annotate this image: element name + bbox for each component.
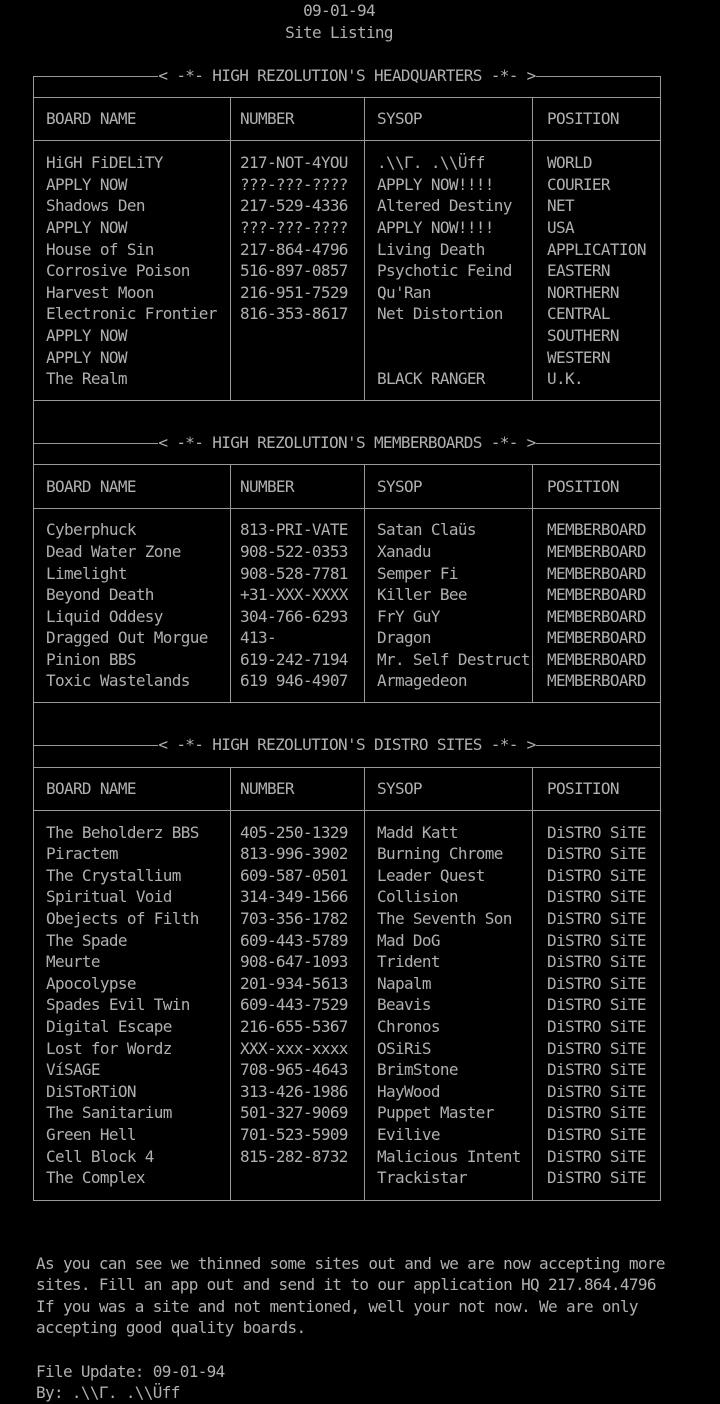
cell-number: 609-443-7529	[240, 995, 348, 1015]
cell-sysop	[377, 347, 532, 369]
cell-board-name: Liquid Oddesy	[46, 606, 163, 626]
cell-sysop: Napalm	[377, 973, 431, 993]
table-column-board-name	[34, 811, 231, 1200]
cell-sysop: Madd Katt	[377, 822, 458, 842]
column-header-number: NUMBER	[231, 98, 365, 140]
footer	[36, 1253, 720, 1404]
cell-board-name: Dragged Out Morgue	[46, 628, 208, 648]
cell-sysop: Leader Quest	[377, 865, 485, 885]
cell-number: 908-528-7781	[240, 563, 348, 583]
cell-position: MEMBERBOARD	[547, 649, 646, 669]
cell-board-name: Limelight	[46, 563, 127, 583]
cell-position: EASTERN	[547, 261, 610, 281]
cell-position: DiSTRO SiTE	[547, 1060, 646, 1080]
cell-number	[240, 325, 364, 347]
cell-board-name: APPLY NOW	[46, 325, 127, 345]
cell-position: DiSTRO SiTE	[547, 1103, 646, 1123]
cell-sysop: Semper Fi	[377, 563, 458, 583]
section-gap	[34, 703, 660, 755]
site-listing-box	[33, 65, 661, 1201]
cell-board-name: The Crystallium	[46, 865, 181, 885]
cell-sysop: BrimStone	[377, 1060, 458, 1080]
cell-position: MEMBERBOARD	[547, 520, 646, 540]
cell-position: CENTRAL	[547, 304, 610, 324]
cell-position: DiSTRO SiTE	[547, 822, 646, 842]
cell-number: 216-655-5367	[240, 1017, 348, 1037]
cell-board-name: Meurte	[46, 952, 100, 972]
footer-note-line: If you was a site and not mentioned, well your not now. We are only	[36, 1296, 638, 1316]
table-column-position	[533, 141, 660, 399]
section-gap	[34, 401, 660, 452]
cell-sysop: APPLY NOW!!!!	[377, 217, 494, 237]
cell-board-name: Electronic Frontier	[46, 304, 217, 324]
cell-sysop: Evilive	[377, 1124, 440, 1144]
cell-sysop: Killer Bee	[377, 585, 467, 605]
cell-number: 908-522-0353	[240, 541, 348, 561]
cell-sysop: APPLY NOW!!!!	[377, 174, 494, 194]
table-column-sysop	[365, 811, 533, 1200]
column-header-position: POSITION	[547, 476, 619, 496]
table-headquarters	[34, 141, 660, 400]
table-column-sysop	[365, 141, 533, 399]
cell-position: DiSTRO SiTE	[547, 1146, 646, 1166]
cell-number: 216-951-7529	[240, 282, 348, 302]
cell-number: +31-XXX-XXXX	[240, 585, 348, 605]
cell-sysop: Xanadu	[377, 541, 431, 561]
cell-position: DiSTRO SiTE	[547, 887, 646, 907]
cell-number: ???-???-????	[240, 217, 348, 237]
table-column-position	[533, 509, 660, 702]
cell-number: 708-965-4643	[240, 1060, 348, 1080]
table-header-row	[34, 768, 660, 811]
column-header-position: POSITION	[547, 778, 619, 798]
column-header-number: NUMBER	[231, 465, 365, 507]
cell-position: MEMBERBOARD	[547, 671, 646, 691]
column-header-sysop: SYSOP	[365, 768, 533, 810]
cell-number: 609-587-0501	[240, 865, 348, 885]
cell-board-name: DiSToRTiON	[46, 1081, 136, 1101]
cell-sysop: Mr. Self Destruct	[377, 649, 530, 669]
section-title-distro-sites: < -*- HIGH REZOLUTION'S DISTRO SITES -*- >	[158, 735, 536, 755]
table-header-row	[34, 98, 660, 141]
cell-number: 908-647-1093	[240, 952, 348, 972]
cell-position: APPLICATION	[547, 239, 646, 259]
cell-position: MEMBERBOARD	[547, 541, 646, 561]
cell-board-name: VíSAGE	[46, 1060, 100, 1080]
cell-board-name: APPLY NOW	[46, 174, 127, 194]
cell-sysop: BLACK RANGER	[377, 369, 485, 389]
cell-board-name: Cyberphuck	[46, 520, 136, 540]
table-column-board-name	[34, 509, 231, 702]
column-header-board-name: BOARD NAME	[34, 768, 231, 810]
table-column-board-name	[34, 141, 231, 399]
cell-board-name: Obejects of Filth	[46, 909, 199, 929]
cell-number: 619-242-7194	[240, 649, 348, 669]
cell-number	[240, 347, 364, 369]
cell-board-name: Dead Water Zone	[46, 541, 181, 561]
cell-position: DiSTRO SiTE	[547, 1081, 646, 1101]
file-update-label: File Update: 09-01-94	[36, 1361, 225, 1381]
cell-number: ???-???-????	[240, 174, 348, 194]
cell-board-name: Cell Block 4	[46, 1146, 154, 1166]
cell-sysop: Puppet Master	[377, 1103, 494, 1123]
cell-position: DiSTRO SiTE	[547, 1168, 646, 1188]
cell-sysop: Qu'Ran	[377, 282, 431, 302]
cell-sysop: HayWood	[377, 1081, 440, 1101]
cell-number: 217-529-4336	[240, 196, 348, 216]
cell-board-name: Spades Evil Twin	[46, 995, 190, 1015]
cell-number: 813-PRI-VATE	[240, 520, 348, 540]
cell-position: MEMBERBOARD	[547, 606, 646, 626]
cell-position: SOUTHERN	[547, 325, 619, 345]
cell-sysop: Armagedeon	[377, 671, 467, 691]
cell-position: WORLD	[547, 153, 592, 173]
cell-number: 304-766-6293	[240, 606, 348, 626]
cell-board-name: Toxic Wastelands	[46, 671, 190, 691]
cell-board-name: Piractem	[46, 844, 118, 864]
cell-board-name: Lost for Wordz	[46, 1038, 172, 1058]
cell-sysop: Dragon	[377, 628, 431, 648]
cell-board-name: HiGH FiDELiTY	[46, 153, 163, 173]
cell-number: 619 946-4907	[240, 671, 348, 691]
table-column-number	[231, 509, 365, 702]
cell-position: DiSTRO SiTE	[547, 995, 646, 1015]
cell-number: 314-349-1566	[240, 887, 348, 907]
cell-position: DiSTRO SiTE	[547, 865, 646, 885]
footer-note-line: accepting good quality boards.	[36, 1318, 306, 1338]
divider	[34, 746, 660, 768]
column-header-board-name: BOARD NAME	[34, 98, 231, 140]
cell-number: 201-934-5613	[240, 973, 348, 993]
cell-sysop: OSiRiS	[377, 1038, 431, 1058]
cell-number: 217-864-4796	[240, 239, 348, 259]
cell-position: NORTHERN	[547, 282, 619, 302]
cell-position: DiSTRO SiTE	[547, 973, 646, 993]
cell-number: 609-443-5789	[240, 930, 348, 950]
section-title-memberboards: < -*- HIGH REZOLUTION'S MEMBERBOARDS -*- >	[158, 432, 536, 452]
table-memberboards	[34, 509, 660, 703]
table-header-row	[34, 465, 660, 508]
footer-note	[36, 1253, 720, 1339]
cell-number: 816-353-8617	[240, 304, 348, 324]
cell-sysop: Burning Chrome	[377, 844, 503, 864]
column-header-position: POSITION	[547, 109, 619, 129]
cell-position: MEMBERBOARD	[547, 585, 646, 605]
cell-board-name: The Sanitarium	[46, 1103, 172, 1123]
cell-position: MEMBERBOARD	[547, 628, 646, 648]
author-label: By: .\\Γ. .\\Üff	[36, 1383, 180, 1403]
cell-position: DiSTRO SiTE	[547, 1017, 646, 1037]
cell-position: DiSTRO SiTE	[547, 952, 646, 972]
cell-position: COURIER	[547, 174, 610, 194]
cell-number: 405-250-1329	[240, 822, 348, 842]
table-column-sysop	[365, 509, 533, 702]
cell-sysop	[377, 325, 532, 347]
table-column-number	[231, 811, 365, 1200]
column-header-sysop: SYSOP	[365, 465, 533, 507]
cell-board-name: Apocolypse	[46, 973, 136, 993]
cell-number: 701-523-5909	[240, 1124, 348, 1144]
section-title-headquarters: < -*- HIGH REZOLUTION'S HEADQUARTERS -*- >	[158, 65, 536, 85]
cell-sysop: Psychotic Feind	[377, 261, 512, 281]
cell-position: DiSTRO SiTE	[547, 1038, 646, 1058]
spacer	[36, 1339, 720, 1361]
cell-position: NET	[547, 196, 574, 216]
cell-number: 516-897-0857	[240, 261, 348, 281]
cell-number	[240, 368, 364, 390]
cell-sysop: The Seventh Son	[377, 909, 512, 929]
cell-board-name: House of Sin	[46, 239, 154, 259]
cell-sysop: .\\Γ. .\\Üff	[377, 153, 485, 173]
cell-sysop: Net Distortion	[377, 304, 503, 324]
column-header-board-name: BOARD NAME	[34, 465, 231, 507]
cell-number	[240, 1167, 364, 1189]
cell-sysop: Trident	[377, 952, 440, 972]
cell-sysop: FrY GuY	[377, 606, 440, 626]
cell-position: DiSTRO SiTE	[547, 844, 646, 864]
cell-position: DiSTRO SiTE	[547, 1124, 646, 1144]
table-distro-sites	[34, 811, 660, 1200]
divider	[34, 77, 660, 99]
cell-board-name: The Realm	[46, 369, 127, 389]
cell-position: U.K.	[547, 369, 583, 389]
cell-board-name: Shadows Den	[46, 196, 145, 216]
cell-position: USA	[547, 217, 574, 237]
table-column-position	[533, 811, 660, 1200]
cell-sysop: Trackistar	[377, 1168, 467, 1188]
cell-sysop: Living Death	[377, 239, 485, 259]
footer-note-line: sites. Fill an app out and send it to our application HQ 217.864.4796	[36, 1275, 656, 1295]
cell-number: 703-356-1782	[240, 909, 348, 929]
cell-board-name: The Beholderz BBS	[46, 822, 199, 842]
cell-number: 313-426-1986	[240, 1081, 348, 1101]
cell-sysop: Malicious Intent	[377, 1146, 521, 1166]
cell-board-name: The Spade	[46, 930, 127, 950]
footer-note-line: As you can see we thinned some sites out and we are now accepting more	[36, 1253, 665, 1273]
column-header-sysop: SYSOP	[365, 98, 533, 140]
cell-number: 501-327-9069	[240, 1103, 348, 1123]
cell-board-name: The Complex	[46, 1168, 145, 1188]
cell-board-name: APPLY NOW	[46, 217, 127, 237]
cell-sysop: Chronos	[377, 1017, 440, 1037]
cell-position: WESTERN	[547, 347, 610, 367]
table-column-number	[231, 141, 365, 399]
cell-number: 813-996-3902	[240, 844, 348, 864]
cell-sysop: Beavis	[377, 995, 431, 1015]
cell-number: XXX-xxx-xxxx	[240, 1038, 348, 1058]
page-title: Site Listing	[285, 22, 393, 42]
date-label: 09-01-94	[303, 1, 375, 20]
cell-number: 217-NOT-4YOU	[240, 153, 348, 173]
cell-sysop: Mad DoG	[377, 930, 440, 950]
cell-position: DiSTRO SiTE	[547, 930, 646, 950]
cell-sysop: Collision	[377, 887, 458, 907]
cell-board-name: APPLY NOW	[46, 347, 127, 367]
cell-board-name: Corrosive Poison	[46, 261, 190, 281]
cell-board-name: Spiritual Void	[46, 887, 172, 907]
cell-board-name: Green Hell	[46, 1124, 136, 1144]
cell-position: MEMBERBOARD	[547, 563, 646, 583]
cell-sysop: Altered Destiny	[377, 196, 512, 216]
page-header	[0, 0, 678, 43]
cell-board-name: Beyond Death	[46, 585, 154, 605]
cell-sysop: Satan Claüs	[377, 520, 476, 540]
cell-board-name: Digital Escape	[46, 1017, 172, 1037]
column-header-number: NUMBER	[231, 768, 365, 810]
divider	[34, 444, 660, 466]
cell-number: 413-	[240, 628, 276, 648]
cell-number: 815-282-8732	[240, 1146, 348, 1166]
cell-board-name: Harvest Moon	[46, 282, 154, 302]
cell-position: DiSTRO SiTE	[547, 909, 646, 929]
cell-board-name: Pinion BBS	[46, 649, 136, 669]
